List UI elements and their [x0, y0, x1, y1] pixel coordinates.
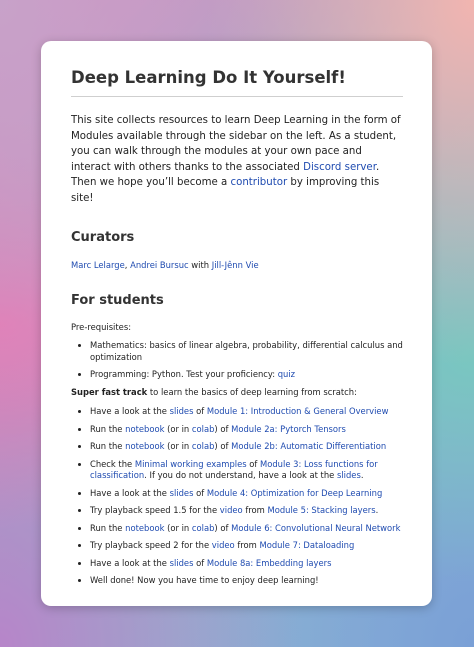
list-item — [90, 505, 403, 517]
video-link[interactable]: video — [211, 540, 235, 551]
content-card — [41, 41, 432, 606]
module-3-link[interactable]: Module 3: Loss functions for classification — [90, 458, 378, 481]
step-text: Run the — [90, 441, 126, 452]
step-text: ) of — [214, 423, 232, 434]
fast-track-steps — [71, 406, 403, 587]
colab-link[interactable]: colab — [191, 522, 215, 533]
module-8a-link[interactable]: Module 8a: Embedding layers — [206, 557, 332, 568]
page-title: Deep Learning Do It Yourself! — [71, 68, 403, 97]
list-item — [90, 459, 403, 482]
step-text: Check the — [90, 458, 135, 469]
notebook-link[interactable]: notebook — [125, 441, 165, 452]
step-text: . — [360, 470, 364, 481]
step-text: (or in — [164, 441, 192, 452]
contributor-link[interactable]: contributor — [230, 177, 288, 189]
fast-track-label: Super fast track — [71, 386, 148, 397]
module-2a-link[interactable]: Module 2a: Pytorch Tensors — [231, 423, 346, 434]
module-7-link[interactable]: Module 7: Dataloading — [259, 540, 355, 551]
notebook-link[interactable]: notebook — [125, 423, 165, 434]
slides-link[interactable]: slides — [336, 470, 361, 481]
intro-text: . Then we hope you’ll become a — [71, 161, 380, 189]
intro-text: by improving this site! — [71, 177, 380, 204]
step-text: Have a look at the — [90, 557, 170, 568]
step-text: Run the — [90, 423, 126, 434]
list-item — [90, 558, 403, 570]
step-text: Try playback speed 2 for the — [90, 540, 212, 551]
curator-link-lelarge[interactable]: Marc Lelarge — [71, 259, 125, 270]
list-item — [90, 441, 403, 453]
list-item — [90, 488, 403, 500]
step-text: from — [234, 540, 260, 551]
curators-heading: Curators — [71, 229, 135, 245]
step-text: from — [242, 505, 268, 516]
prereq-label: Pre-requisites: — [71, 321, 132, 332]
list-item — [90, 540, 403, 552]
step-text: (or in — [164, 522, 192, 533]
step-text: Have a look at the — [90, 406, 170, 417]
step-text: ) of — [214, 522, 232, 533]
with-text: with — [188, 259, 212, 270]
prereq-text: Programming: Python. Test your proficiency: — [90, 369, 278, 380]
prereq-list — [71, 340, 403, 381]
curator-link-bursuc[interactable]: Andrei Bursuc — [130, 259, 189, 270]
step-text: . — [375, 505, 379, 516]
step-text: of — [193, 487, 207, 498]
intro-paragraph — [71, 113, 403, 207]
list-item: • Well done! Now you have time to enjoy deep learning! — [90, 575, 403, 587]
list-item — [90, 523, 403, 535]
list-item — [90, 406, 403, 418]
colab-link[interactable]: colab — [191, 423, 215, 434]
slides-link[interactable]: slides — [169, 487, 194, 498]
notebook-link[interactable]: notebook — [125, 522, 165, 533]
students-heading: For students — [71, 292, 164, 308]
step-text: of — [246, 458, 261, 469]
module-5-link[interactable]: Module 5: Stacking layers — [267, 505, 376, 516]
curators-list — [71, 260, 403, 270]
fast-track-intro — [71, 387, 403, 399]
video-link[interactable]: video — [219, 505, 243, 516]
step-text: Have a look at the — [90, 487, 170, 498]
step-text: (or in — [164, 423, 192, 434]
prereq-item-math: • Mathematics: basics of linear algebra, probability, differential calculus and optimization — [90, 340, 403, 363]
module-6-link[interactable]: Module 6: Convolutional Neural Network — [231, 522, 401, 533]
discord-server-link[interactable]: Discord server — [303, 161, 376, 173]
step-text: of — [193, 557, 207, 568]
separator: , — [124, 259, 131, 270]
slides-link[interactable]: slides — [169, 557, 194, 568]
module-2b-link[interactable]: Module 2b: Automatic Differentiation — [231, 441, 387, 452]
minimal-examples-link[interactable]: Minimal working examples — [134, 458, 247, 469]
intro-text: This site collects resources to learn Deep Learning in the form of Modules available through the sidebar on the left. As a student, you can walk through the modules at your own pace and interact with others thanks to the associated — [71, 115, 401, 173]
fast-track-text: to learn the basics of deep learning from scratch: — [147, 386, 357, 397]
step-text: Try playback speed 1.5 for the — [90, 505, 220, 516]
colab-link[interactable]: colab — [191, 441, 215, 452]
prereq-item-programming — [90, 369, 403, 381]
module-4-link[interactable]: Module 4: Optimization for Deep Learning — [206, 487, 383, 498]
step-text: . If you do not understand, have a look at the — [144, 470, 337, 481]
list-item — [90, 424, 403, 436]
module-1-link[interactable]: Module 1: Introduction & General Overview — [206, 406, 389, 417]
step-text: of — [193, 406, 207, 417]
curator-link-vie[interactable]: Jill-Jênn Vie — [211, 259, 259, 270]
step-text: ) of — [214, 441, 232, 452]
slides-link[interactable]: slides — [169, 406, 194, 417]
quiz-link[interactable]: quiz — [277, 369, 296, 380]
step-text: Run the — [90, 522, 126, 533]
